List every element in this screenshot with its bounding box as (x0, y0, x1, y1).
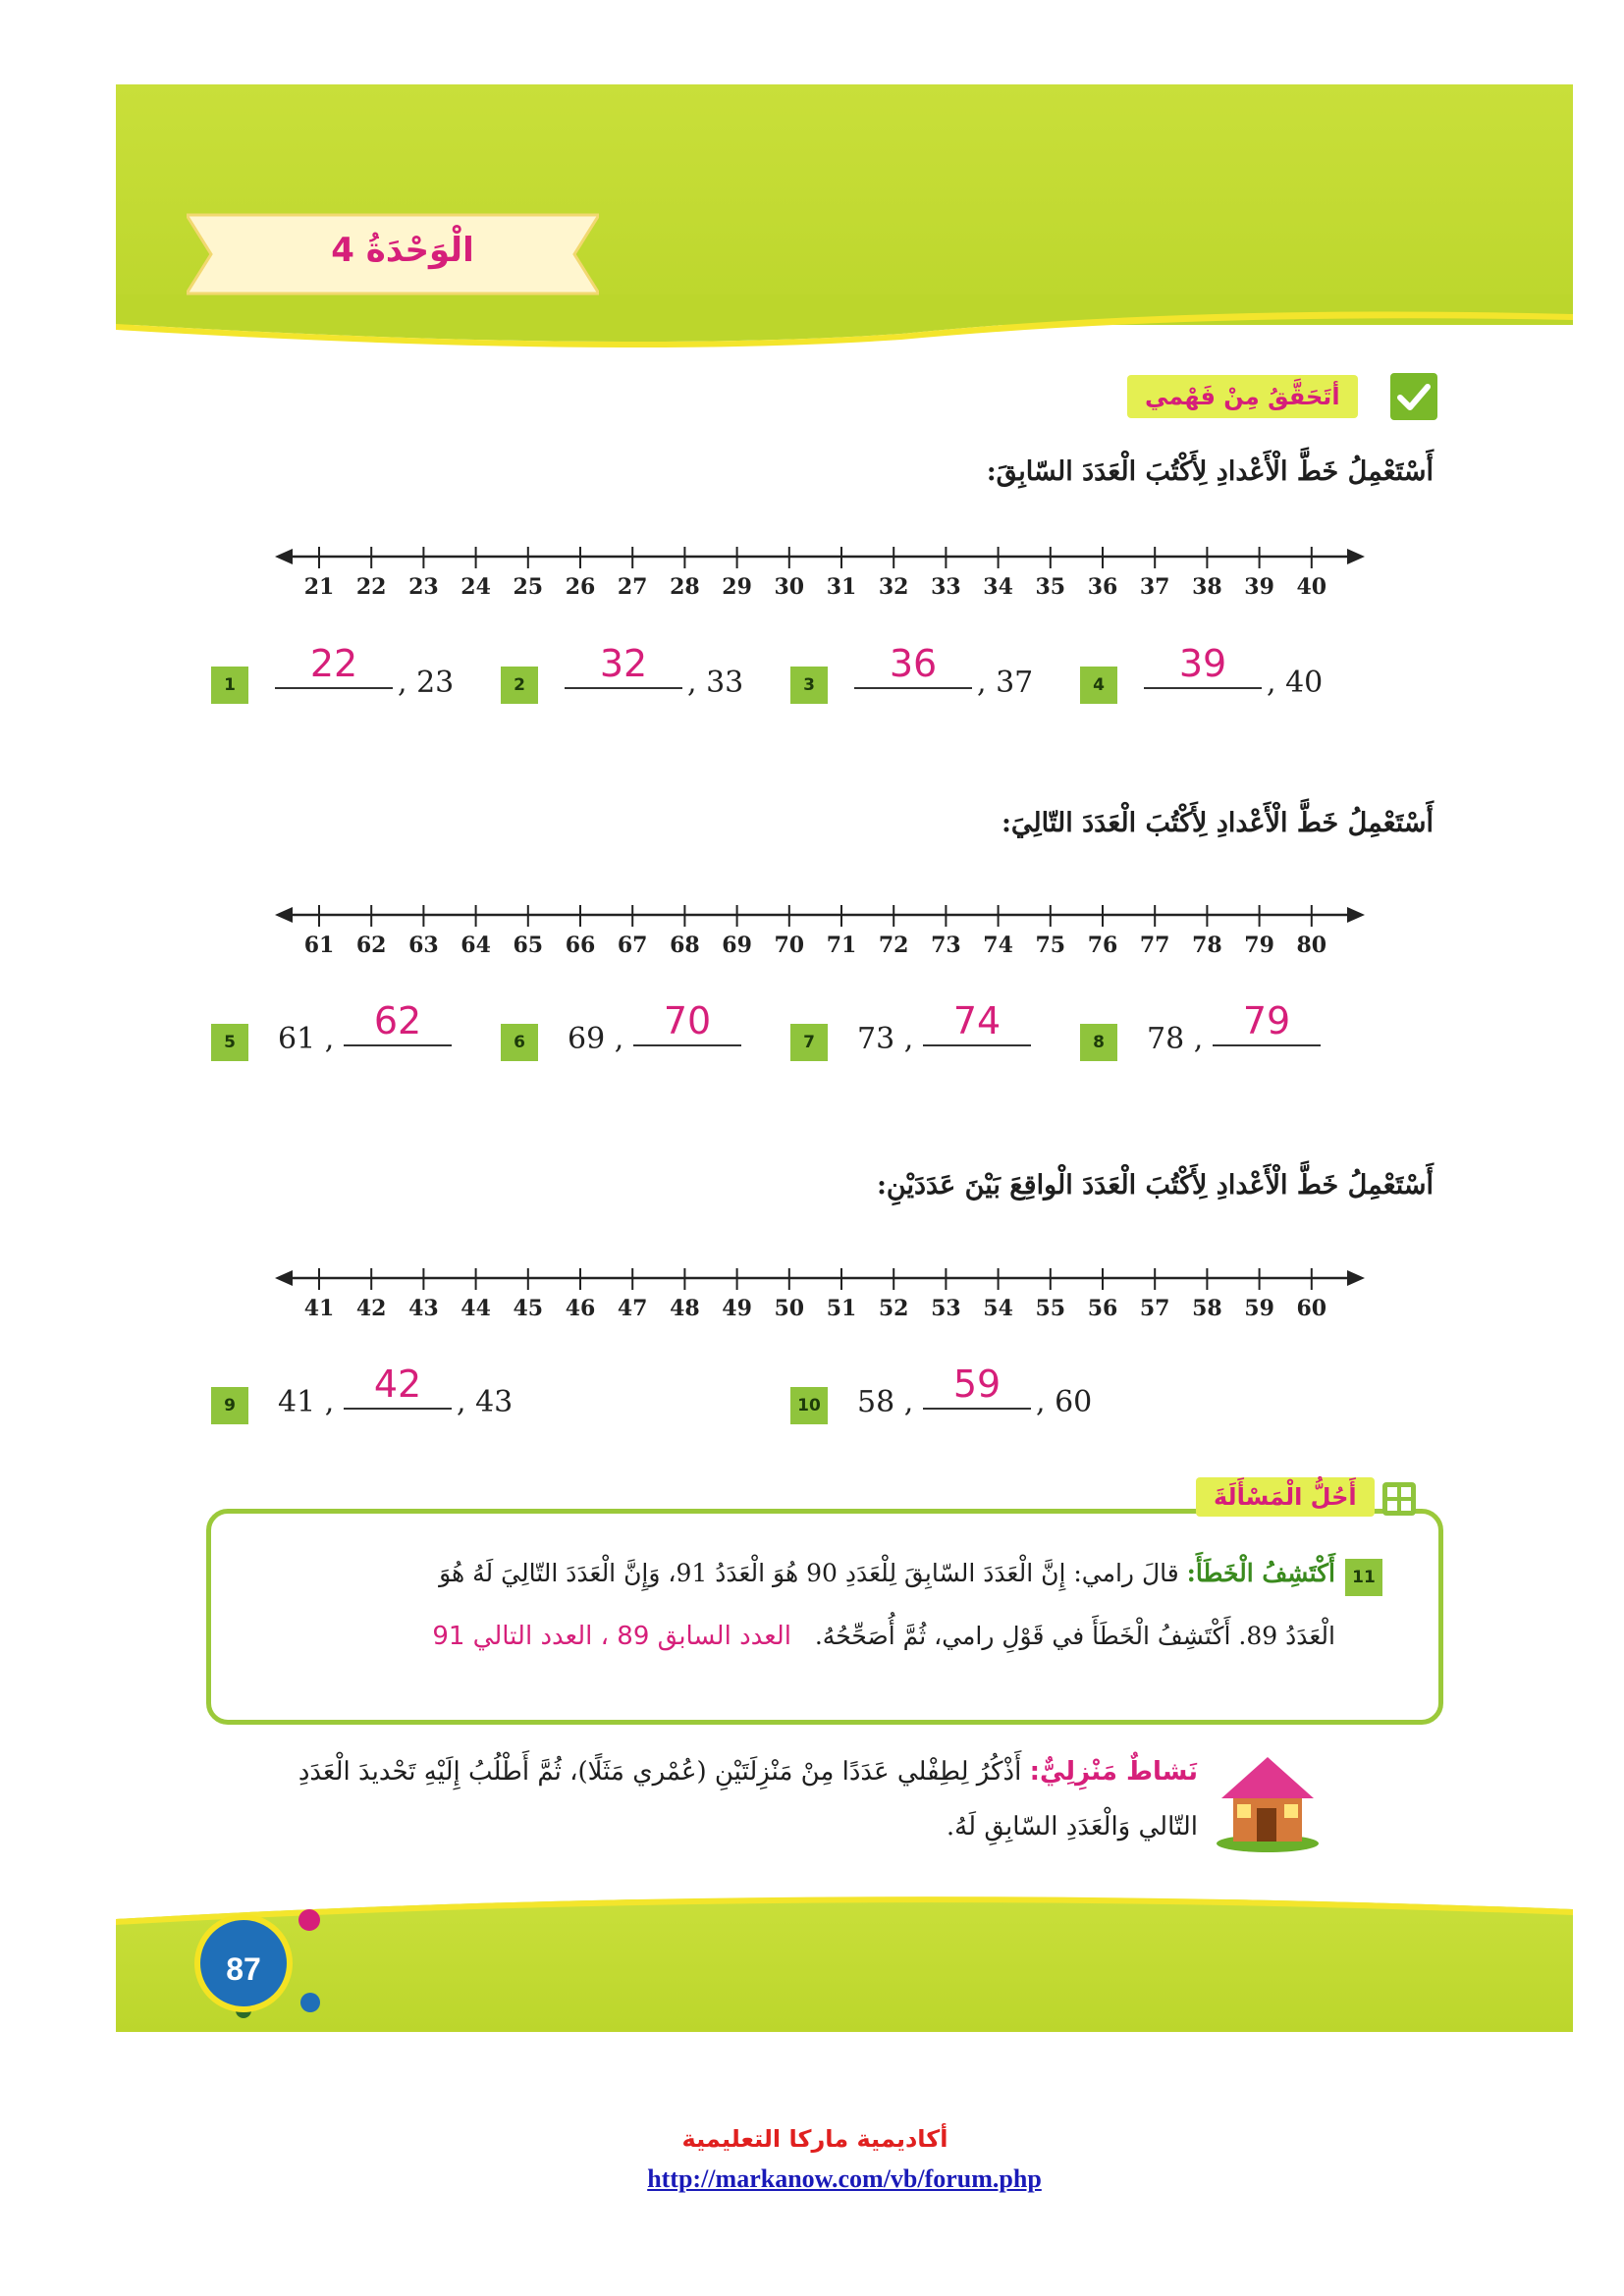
number-line-tick-label: 28 (670, 574, 700, 600)
number-line-tick-label: 62 (355, 933, 387, 958)
given-number: 41 , (278, 1385, 335, 1419)
footer-wave (116, 1890, 1573, 1929)
number-line-tick-label: 37 (1139, 574, 1170, 600)
watermark-site-name: أكاديمية ماركا التعليمية (681, 2125, 948, 2153)
answer-blank[interactable]: 74 (923, 1001, 1031, 1046)
given-number: , 23 (398, 666, 455, 700)
number-line-tick-label: 71 (826, 933, 857, 958)
answer-blank[interactable]: 39 (1144, 644, 1262, 689)
number-line-tick-label: 72 (878, 933, 909, 958)
question-number-badge: 2 (501, 667, 538, 704)
header-wave (116, 294, 1573, 353)
number-line-tick-label: 22 (355, 574, 387, 600)
number-line-tick-label: 32 (878, 574, 909, 600)
section3-instruction: أَسْتَعْمِلُ خَطَّ الْأَعْدادِ لِأَكْتُبَ الْعَدَدَ الْواقِعَ بَيْنَ عَدَدَيْنِ: (876, 1170, 1434, 1201)
decor-dot-pink (298, 1909, 320, 1931)
problem-line-1 (232, 1559, 1335, 1587)
number-line-tick-label: 51 (826, 1296, 857, 1321)
number-line-tick-label: 30 (774, 574, 805, 600)
number-line-tick-label: 65 (513, 933, 544, 958)
number-line-tick-label: 55 (1035, 1296, 1066, 1321)
number-line-tick-label: 60 (1296, 1296, 1327, 1321)
number-line-tick-label: 68 (670, 933, 700, 958)
question-number-badge: 4 (1080, 667, 1117, 704)
number-line-tick-label: 76 (1087, 933, 1118, 958)
question-number-badge: 5 (211, 1024, 248, 1061)
question-number-badge: 8 (1080, 1024, 1117, 1061)
number-line-tick-label: 34 (983, 574, 1013, 600)
number-line-tick-label: 79 (1244, 933, 1274, 958)
number-line-tick-label: 44 (460, 1296, 491, 1321)
number-line-tick-label: 69 (722, 933, 752, 958)
answer-blank[interactable]: 22 (275, 644, 393, 689)
answer-blank[interactable]: 42 (344, 1364, 452, 1410)
number-line-tick-label: 31 (826, 574, 857, 600)
number-line-tick-label: 58 (1192, 1296, 1222, 1321)
home-activity-text-1: أَذْكُرُ لِطِفْلي عَدَدًا مِنْ مَنْزِلَتَيْنِ (عُمْري مَثَلًا)، ثُمَّ أَطْلُبُ إِلَيْهِ تَحْديدَ الْعَدَدِ (298, 1757, 1022, 1787)
arrow-left-icon (275, 907, 293, 923)
number-line-tick-label: 50 (774, 1296, 805, 1321)
number-line-tick-label: 23 (408, 574, 439, 600)
number-line-tick-label: 27 (617, 574, 648, 600)
number-line-tick-label: 40 (1296, 574, 1327, 600)
given-number: , 60 (1036, 1385, 1093, 1419)
number-line-tick-label: 48 (670, 1296, 700, 1321)
number-line-tick-label: 36 (1087, 574, 1118, 600)
section1-instruction: أَسْتَعْمِلُ خَطَّ الْأَعْدادِ لِأَكْتُبَ الْعَدَدَ السّابِقَ: (986, 456, 1434, 487)
answer-blank[interactable]: 36 (854, 644, 972, 689)
answer-blank[interactable]: 79 (1213, 1001, 1321, 1046)
number-line-tick-label: 80 (1296, 933, 1327, 958)
given-number: 73 , (857, 1022, 914, 1056)
number-line-2 (275, 903, 1365, 972)
number-line-tick-label: 52 (878, 1296, 909, 1321)
section2-instruction: أَسْتَعْمِلُ خَطَّ الْأَعْدادِ لِأَكْتُبَ الْعَدَدَ التّالِيَ: (1001, 808, 1434, 838)
home-activity-text-2: التّالي وَالْعَدَدِ السّابِقِ لَهُ. (946, 1812, 1198, 1842)
arrow-left-icon (275, 549, 293, 564)
home-activity-line-2 (589, 1812, 1198, 1842)
problem-answer: العدد السابق 89 ، العدد التالي 91 (432, 1622, 791, 1651)
problem-text-1: قالَ رامي: إِنَّ الْعَدَدَ السّابِقَ لِلْعَدَدِ 90 هُوَ الْعَدَدُ 91، وَإِنَّ الْعَدَدَ التّالِيَ لَهُ هُوَ (439, 1559, 1179, 1587)
number-line-tick-label: 78 (1192, 933, 1222, 958)
number-line-3 (275, 1266, 1365, 1335)
number-line-tick-label: 43 (408, 1296, 439, 1321)
given-number: , 40 (1267, 666, 1324, 700)
number-line-tick-label: 59 (1244, 1296, 1274, 1321)
given-number: 61 , (278, 1022, 335, 1056)
number-line-tick-label: 38 (1192, 574, 1222, 600)
number-line-tick-label: 53 (931, 1296, 961, 1321)
answer-blank[interactable]: 32 (565, 644, 682, 689)
answer-blank[interactable]: 70 (633, 1001, 741, 1046)
number-line-tick-label: 61 (303, 933, 335, 958)
given-number: 78 , (1147, 1022, 1204, 1056)
number-line-tick-label: 26 (565, 574, 596, 600)
question-number-badge: 3 (790, 667, 828, 704)
number-line-tick-label: 73 (931, 933, 961, 958)
number-line-tick-label: 63 (408, 933, 439, 958)
problem-box (206, 1509, 1443, 1725)
given-number: , 33 (687, 666, 744, 700)
number-line-tick-label: 29 (722, 574, 752, 600)
number-line-tick-label: 64 (460, 933, 491, 958)
question-number-badge: 6 (501, 1024, 538, 1061)
answer-blank[interactable]: 62 (344, 1001, 452, 1046)
arrow-left-icon (275, 1270, 293, 1286)
page-number: 87 (194, 1914, 293, 2012)
number-line-tick-label: 35 (1035, 574, 1066, 600)
question-number-badge: 9 (211, 1387, 248, 1424)
problem-number-badge: 11 (1345, 1559, 1382, 1596)
number-line-tick-label: 75 (1035, 933, 1066, 958)
number-line-tick-label: 77 (1139, 933, 1170, 958)
arrow-right-icon (1347, 1270, 1365, 1286)
number-line-tick-label: 70 (774, 933, 805, 958)
given-number: 69 , (568, 1022, 624, 1056)
home-activity-line-1 (196, 1757, 1198, 1787)
number-line-tick-label: 56 (1087, 1296, 1118, 1321)
home-activity-label: نَشاطٌ مَنْزِلِيٌّ: (1029, 1757, 1198, 1787)
number-line-tick-label: 41 (303, 1296, 335, 1321)
arrow-right-icon (1347, 907, 1365, 923)
number-line-tick-label: 39 (1244, 574, 1274, 600)
number-line-tick-label: 54 (983, 1296, 1013, 1321)
house-icon (1214, 1747, 1322, 1853)
solve-problem-tag: أَحُلُّ الْمَسْأَلَةَ (1196, 1477, 1375, 1517)
number-line-tick-label: 74 (983, 933, 1013, 958)
problem-line-2 (232, 1622, 1335, 1651)
watermark-site-link[interactable]: http://markanow.com/vb/forum.php (647, 2164, 1042, 2193)
number-line-tick-label: 49 (722, 1296, 752, 1321)
unit-title: الْوَحْدَةُ 4 (331, 231, 474, 270)
given-number: 58 , (857, 1385, 914, 1419)
number-line-tick-label: 24 (460, 574, 491, 600)
number-line-1 (275, 545, 1365, 614)
answer-blank[interactable]: 59 (923, 1364, 1031, 1410)
number-line-tick-label: 42 (355, 1296, 387, 1321)
checkmark-icon (1390, 373, 1437, 420)
question-number-badge: 1 (211, 667, 248, 704)
number-line-tick-label: 47 (617, 1296, 648, 1321)
question-number-badge: 7 (790, 1024, 828, 1061)
given-number: , 43 (457, 1385, 514, 1419)
arrow-right-icon (1347, 549, 1365, 564)
puzzle-grid-icon (1382, 1482, 1416, 1516)
number-line-tick-label: 67 (617, 933, 648, 958)
decor-dot-blue (300, 1993, 320, 2012)
number-line-tick-label: 21 (303, 574, 335, 600)
given-number: , 37 (977, 666, 1034, 700)
problem-heading: أَكْتَشِفُ الْخَطَأَ: (1186, 1559, 1335, 1587)
question-number-badge: 10 (790, 1387, 828, 1424)
number-line-tick-label: 66 (565, 933, 596, 958)
number-line-tick-label: 33 (931, 574, 961, 600)
problem-text-2: الْعَدَدُ 89. أَكْتَشِفُ الْخَطَأَ في قَوْلِ رامي، ثُمَّ أُصَحِّحُهُ. (814, 1622, 1335, 1650)
number-line-tick-label: 57 (1139, 1296, 1170, 1321)
number-line-tick-label: 46 (565, 1296, 596, 1321)
number-line-tick-label: 25 (513, 574, 544, 600)
number-line-tick-label: 45 (513, 1296, 544, 1321)
check-understanding-tag: أتَحَقَّقُ مِنْ فَهْمي (1127, 375, 1358, 418)
